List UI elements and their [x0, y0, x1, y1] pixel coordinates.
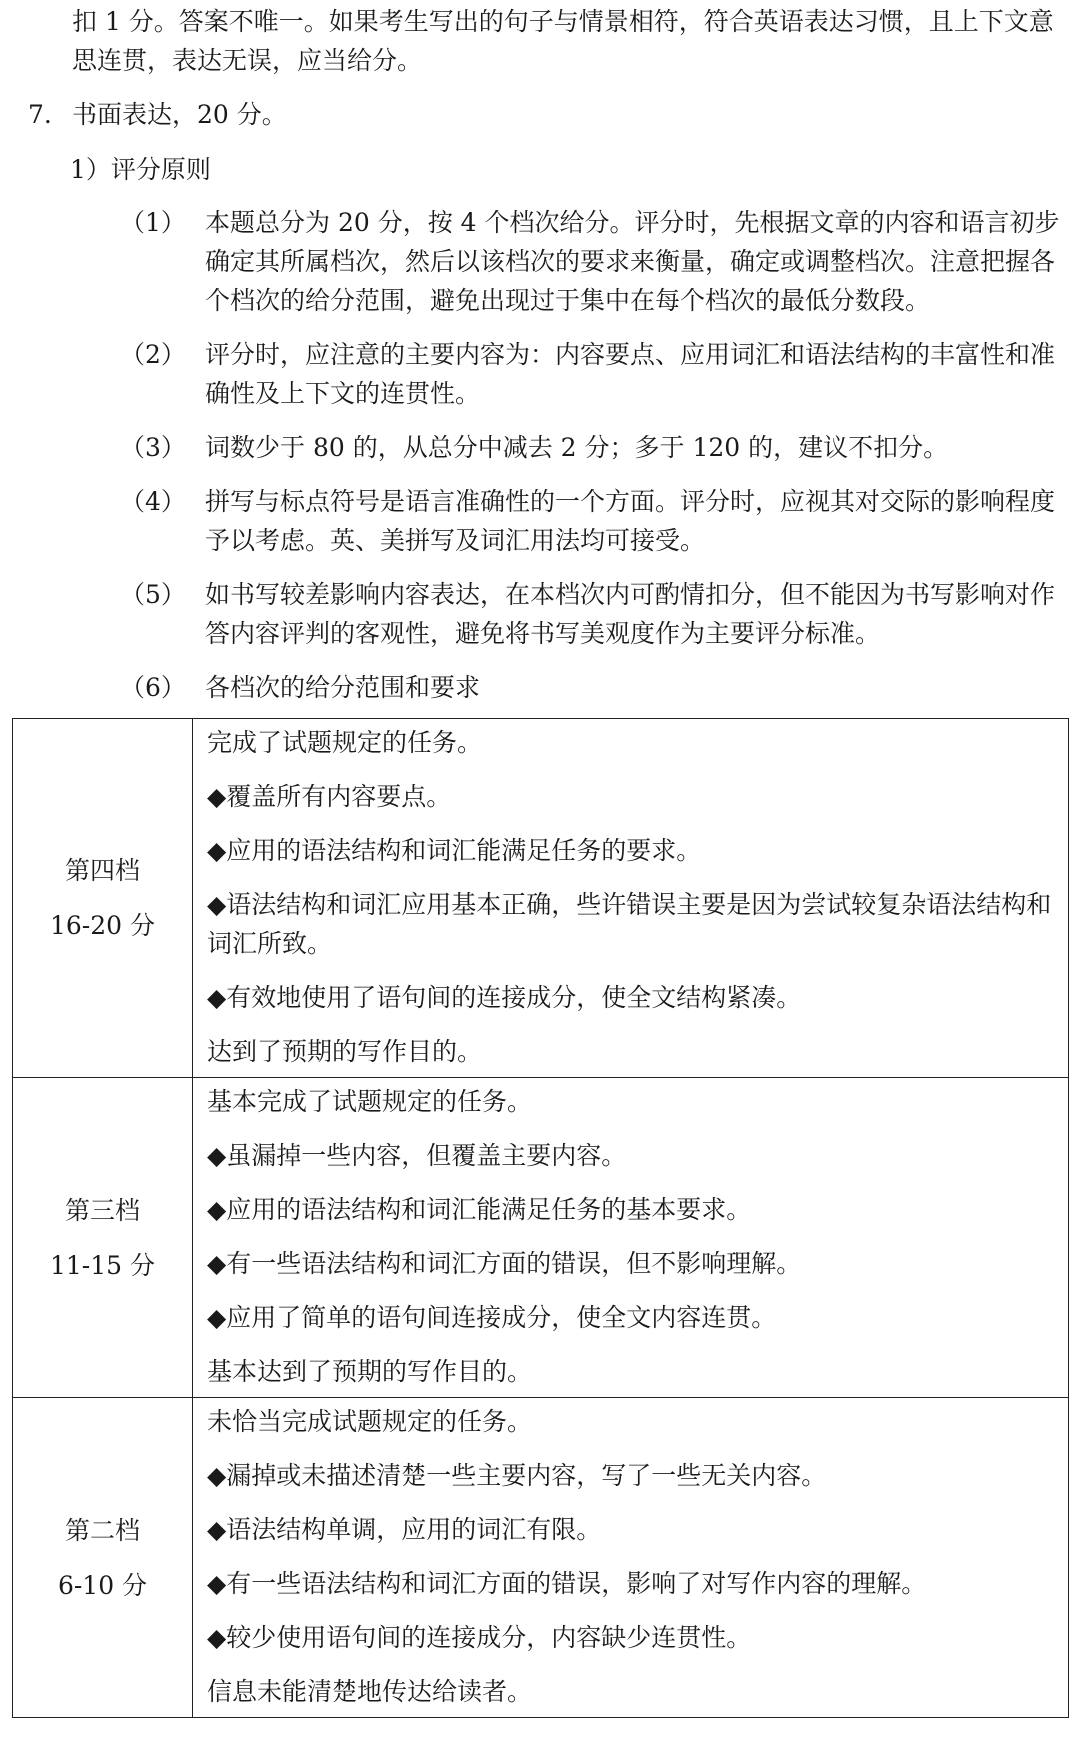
- table-row: [13, 1398, 1069, 1718]
- level-range: 11-15 分: [49, 1250, 156, 1280]
- level-cell: [13, 1398, 193, 1718]
- rule-number: （6）: [120, 673, 186, 702]
- level-description-line: ◆较少使用语句间的连接成分，内容缺少连贯性。: [207, 1623, 752, 1652]
- level-description-line: 完成了试题规定的任务。: [207, 728, 483, 757]
- rule-text: 各档次的给分范围和要求: [205, 673, 481, 702]
- level-cell: [13, 1078, 193, 1398]
- level-description-line: ◆语法结构和词汇应用基本正确，些许错误主要是因为尝试较复杂语法结构和词汇所致。: [207, 890, 1052, 958]
- rule-number: （2）: [120, 340, 186, 369]
- grading-levels-table: [12, 718, 1069, 1718]
- rule-number: （1）: [120, 208, 186, 237]
- level-description-line: ◆有效地使用了语句间的连接成分，使全文结构紧凑。: [207, 983, 802, 1012]
- level-description: [193, 719, 1069, 1078]
- level-description-line: 基本完成了试题规定的任务。: [207, 1087, 533, 1116]
- rule-text: 如书写较差影响内容表达，在本档次内可酌情扣分，但不能因为书写影响对作答内容评判的客观性，避免将书写美观度作为主要评分标准。: [205, 580, 1056, 648]
- rule-text: 拼写与标点符号是语言准确性的一个方面。评分时，应视其对交际的影响程度予以考虑。英、美拼写及词汇用法均可接受。: [205, 487, 1056, 555]
- rule-item: [120, 203, 1065, 320]
- rule-item: [120, 482, 1065, 560]
- rule-text: 评分时，应注意的主要内容为：内容要点、应用词汇和语法结构的丰富性和准确性及上下文的连贯性。: [205, 340, 1056, 408]
- level-description: [193, 1078, 1069, 1398]
- level-description-line: ◆漏掉或未描述清楚一些主要内容，写了一些无关内容。: [207, 1461, 827, 1490]
- level-cell: [13, 719, 193, 1078]
- rule-number: （3）: [120, 433, 186, 462]
- level-description-line: ◆应用了简单的语句间连接成分，使全文内容连贯。: [207, 1303, 777, 1332]
- scoring-rules-list: [120, 203, 1065, 722]
- section-title: 书面表达，20 分。: [72, 100, 287, 129]
- rule-item: [120, 428, 1065, 467]
- table-row: [13, 719, 1069, 1078]
- level-description-line: ◆有一些语法结构和词汇方面的错误，影响了对写作内容的理解。: [207, 1569, 927, 1598]
- level-description-line: ◆有一些语法结构和词汇方面的错误，但不影响理解。: [207, 1249, 802, 1278]
- intro-paragraph: 扣 1 分。答案不唯一。如果考生写出的句子与情景相符，符合英语表达习惯，且上下文意思连贯，表达无误，应当给分。: [72, 7, 1054, 75]
- rule-number: （5）: [120, 580, 186, 609]
- level-description-line: ◆应用的语法结构和词汇能满足任务的要求。: [207, 836, 702, 865]
- rule-item: [120, 335, 1065, 413]
- rule-text: 词数少于 80 的，从总分中减去 2 分；多于 120 的，建议不扣分。: [205, 433, 949, 462]
- level-description-line: 未恰当完成试题规定的任务。: [207, 1407, 533, 1436]
- level-description-line: 基本达到了预期的写作目的。: [207, 1357, 533, 1386]
- section-heading: [28, 95, 287, 134]
- level-description-line: 信息未能清楚地传达给读者。: [207, 1677, 533, 1706]
- level-description-line: ◆虽漏掉一些内容，但覆盖主要内容。: [207, 1141, 627, 1170]
- level-description-line: 达到了预期的写作目的。: [207, 1037, 483, 1066]
- level-range: 6-10 分: [57, 1570, 148, 1600]
- level-name: 第二档: [64, 1515, 140, 1545]
- subsection-heading: 1）评分原则: [70, 155, 211, 184]
- level-description: [193, 1398, 1069, 1718]
- level-description-line: ◆语法结构单调，应用的词汇有限。: [207, 1515, 602, 1544]
- level-name: 第三档: [64, 1195, 140, 1225]
- rule-item: [120, 668, 1065, 707]
- level-description-line: ◆应用的语法结构和词汇能满足任务的基本要求。: [207, 1195, 752, 1224]
- level-description-line: ◆覆盖所有内容要点。: [207, 782, 452, 811]
- level-range: 16-20 分: [49, 911, 156, 940]
- rule-item: [120, 575, 1065, 653]
- rule-number: （4）: [120, 487, 186, 516]
- level-name: 第四档: [64, 856, 140, 885]
- section-number: 7.: [28, 100, 52, 129]
- table-row: [13, 1078, 1069, 1398]
- rule-text: 本题总分为 20 分，按 4 个档次给分。评分时，先根据文章的内容和语言初步确定其所属档次，然后以该档次的要求来衡量，确定或调整档次。注意把握各个档次的给分范围，避免出现过于集中在每个档次的最低分数段。: [205, 208, 1060, 315]
